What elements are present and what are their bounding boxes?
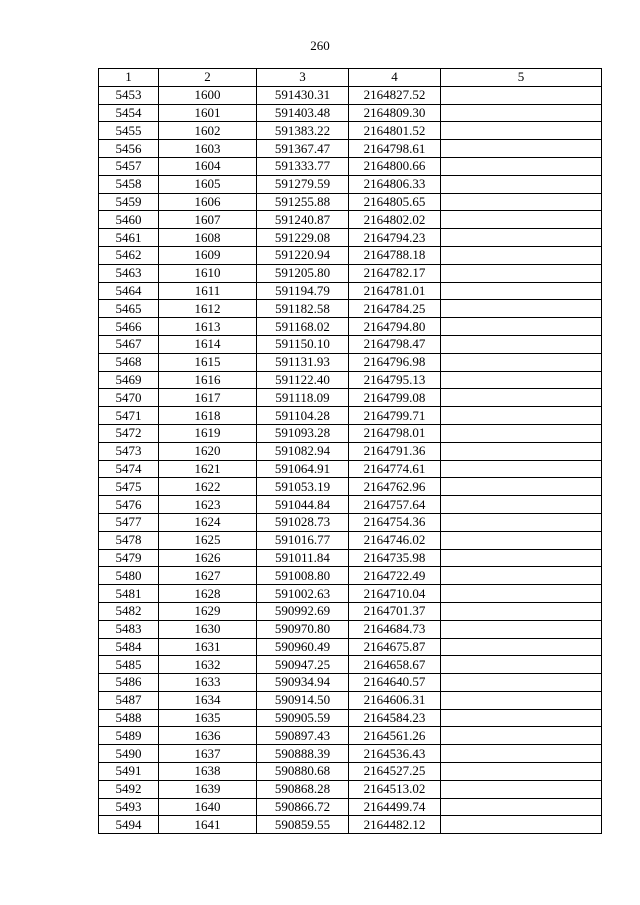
table-row [99,478,602,496]
point-id-cell: 5478 [99,531,159,549]
table-row [99,602,602,620]
y-coordinate-cell: 2164801.52 [349,122,441,140]
note-cell [441,104,602,122]
point-id-cell: 5479 [99,549,159,567]
table-body [99,86,602,833]
x-coordinate-cell: 591011.84 [257,549,349,567]
x-coordinate-cell: 591118.09 [257,389,349,407]
table-row [99,460,602,478]
x-coordinate-cell: 591220.94 [257,246,349,264]
note-cell [441,798,602,816]
x-coordinate-cell: 591064.91 [257,460,349,478]
y-coordinate-cell: 2164640.57 [349,674,441,692]
note-cell [441,175,602,193]
y-coordinate-cell: 2164798.61 [349,140,441,158]
y-coordinate-cell: 2164784.25 [349,300,441,318]
point-id-cell: 5489 [99,727,159,745]
vertex-number-cell: 1637 [159,745,257,763]
y-coordinate-cell: 2164791.36 [349,442,441,460]
note-cell [441,496,602,514]
point-id-cell: 5490 [99,745,159,763]
table-row [99,264,602,282]
x-coordinate-cell: 590905.59 [257,709,349,727]
note-cell [441,674,602,692]
vertex-number-cell: 1628 [159,585,257,603]
point-id-cell: 5456 [99,140,159,158]
note-cell [441,371,602,389]
header-cell-2: 2 [159,69,257,87]
x-coordinate-cell: 591255.88 [257,193,349,211]
point-id-cell: 5493 [99,798,159,816]
x-coordinate-cell: 591122.40 [257,371,349,389]
page-number: 260 [310,38,330,53]
note-cell [441,264,602,282]
vertex-number-cell: 1600 [159,86,257,104]
vertex-number-cell: 1606 [159,193,257,211]
table-row [99,175,602,193]
table-row [99,674,602,692]
note-cell [441,727,602,745]
vertex-number-cell: 1632 [159,656,257,674]
x-coordinate-cell: 591182.58 [257,300,349,318]
note-cell [441,549,602,567]
vertex-number-cell: 1615 [159,353,257,371]
x-coordinate-cell: 590866.72 [257,798,349,816]
x-coordinate-cell: 590970.80 [257,620,349,638]
note-cell [441,389,602,407]
y-coordinate-cell: 2164527.25 [349,763,441,781]
note-cell [441,318,602,336]
point-id-cell: 5472 [99,424,159,442]
x-coordinate-cell: 591333.77 [257,157,349,175]
point-id-cell: 5464 [99,282,159,300]
x-coordinate-cell: 591053.19 [257,478,349,496]
x-coordinate-cell: 591016.77 [257,531,349,549]
point-id-cell: 5471 [99,407,159,425]
note-cell [441,585,602,603]
vertex-number-cell: 1608 [159,229,257,247]
vertex-number-cell: 1607 [159,211,257,229]
vertex-number-cell: 1634 [159,691,257,709]
note-cell [441,300,602,318]
table-row [99,389,602,407]
vertex-number-cell: 1626 [159,549,257,567]
table-row [99,442,602,460]
y-coordinate-cell: 2164781.01 [349,282,441,300]
vertex-number-cell: 1610 [159,264,257,282]
note-cell [441,691,602,709]
x-coordinate-cell: 591131.93 [257,353,349,371]
vertex-number-cell: 1620 [159,442,257,460]
vertex-number-cell: 1609 [159,246,257,264]
y-coordinate-cell: 2164799.08 [349,389,441,407]
table-row [99,531,602,549]
x-coordinate-cell: 591150.10 [257,335,349,353]
note-cell [441,140,602,158]
vertex-number-cell: 1613 [159,318,257,336]
table-row [99,407,602,425]
point-id-cell: 5482 [99,602,159,620]
point-id-cell: 5475 [99,478,159,496]
table-row [99,496,602,514]
note-cell [441,460,602,478]
table-row [99,424,602,442]
note-cell [441,407,602,425]
x-coordinate-cell: 590960.49 [257,638,349,656]
vertex-number-cell: 1638 [159,763,257,781]
table-row [99,122,602,140]
y-coordinate-cell: 2164722.49 [349,567,441,585]
note-cell [441,442,602,460]
table-row [99,709,602,727]
x-coordinate-cell: 591194.79 [257,282,349,300]
vertex-number-cell: 1639 [159,780,257,798]
y-coordinate-cell: 2164561.26 [349,727,441,745]
x-coordinate-cell: 590914.50 [257,691,349,709]
table-row [99,282,602,300]
vertex-number-cell: 1611 [159,282,257,300]
vertex-number-cell: 1627 [159,567,257,585]
x-coordinate-cell: 591205.80 [257,264,349,282]
y-coordinate-cell: 2164684.73 [349,620,441,638]
header-cell-3: 3 [257,69,349,87]
note-cell [441,335,602,353]
y-coordinate-cell: 2164782.17 [349,264,441,282]
table-row [99,140,602,158]
y-coordinate-cell: 2164675.87 [349,638,441,656]
note-cell [441,478,602,496]
y-coordinate-cell: 2164788.18 [349,246,441,264]
point-id-cell: 5469 [99,371,159,389]
vertex-number-cell: 1630 [159,620,257,638]
note-cell [441,246,602,264]
y-coordinate-cell: 2164606.31 [349,691,441,709]
point-id-cell: 5462 [99,246,159,264]
table-row [99,318,602,336]
vertex-number-cell: 1605 [159,175,257,193]
point-id-cell: 5485 [99,656,159,674]
point-id-cell: 5483 [99,620,159,638]
table-header [99,69,602,87]
point-id-cell: 5467 [99,335,159,353]
table-row [99,727,602,745]
point-id-cell: 5454 [99,104,159,122]
table-row [99,620,602,638]
table-row [99,246,602,264]
table-row [99,549,602,567]
y-coordinate-cell: 2164584.23 [349,709,441,727]
x-coordinate-cell: 590880.68 [257,763,349,781]
point-id-cell: 5487 [99,691,159,709]
table-row [99,193,602,211]
vertex-number-cell: 1618 [159,407,257,425]
vertex-number-cell: 1619 [159,424,257,442]
vertex-number-cell: 1601 [159,104,257,122]
y-coordinate-cell: 2164513.02 [349,780,441,798]
x-coordinate-cell: 591008.80 [257,567,349,585]
point-id-cell: 5481 [99,585,159,603]
point-id-cell: 5465 [99,300,159,318]
y-coordinate-cell: 2164798.01 [349,424,441,442]
vertex-number-cell: 1635 [159,709,257,727]
header-cell-1: 1 [99,69,159,87]
note-cell [441,620,602,638]
point-id-cell: 5491 [99,763,159,781]
coordinates-table [98,68,602,834]
y-coordinate-cell: 2164794.23 [349,229,441,247]
point-id-cell: 5453 [99,86,159,104]
vertex-number-cell: 1604 [159,157,257,175]
table-row [99,745,602,763]
y-coordinate-cell: 2164827.52 [349,86,441,104]
y-coordinate-cell: 2164482.12 [349,816,441,834]
point-id-cell: 5458 [99,175,159,193]
vertex-number-cell: 1640 [159,798,257,816]
table-row [99,567,602,585]
y-coordinate-cell: 2164796.98 [349,353,441,371]
point-id-cell: 5461 [99,229,159,247]
note-cell [441,193,602,211]
table-row [99,300,602,318]
header-cell-5: 5 [441,69,602,87]
note-cell [441,531,602,549]
table-row [99,816,602,834]
x-coordinate-cell: 590888.39 [257,745,349,763]
table-row [99,353,602,371]
vertex-number-cell: 1614 [159,335,257,353]
vertex-number-cell: 1621 [159,460,257,478]
note-cell [441,602,602,620]
table-row [99,86,602,104]
vertex-number-cell: 1617 [159,389,257,407]
note-cell [441,780,602,798]
header-cell-4: 4 [349,69,441,87]
y-coordinate-cell: 2164499.74 [349,798,441,816]
table-row [99,763,602,781]
y-coordinate-cell: 2164794.80 [349,318,441,336]
table-row [99,585,602,603]
note-cell [441,424,602,442]
x-coordinate-cell: 590992.69 [257,602,349,620]
note-cell [441,513,602,531]
table-row [99,211,602,229]
note-cell [441,638,602,656]
vertex-number-cell: 1624 [159,513,257,531]
y-coordinate-cell: 2164799.71 [349,407,441,425]
x-coordinate-cell: 591240.87 [257,211,349,229]
x-coordinate-cell: 590859.55 [257,816,349,834]
y-coordinate-cell: 2164798.47 [349,335,441,353]
note-cell [441,157,602,175]
y-coordinate-cell: 2164701.37 [349,602,441,620]
y-coordinate-cell: 2164658.67 [349,656,441,674]
vertex-number-cell: 1603 [159,140,257,158]
table-row [99,157,602,175]
table-row [99,638,602,656]
vertex-number-cell: 1625 [159,531,257,549]
x-coordinate-cell: 591403.48 [257,104,349,122]
x-coordinate-cell: 591430.31 [257,86,349,104]
x-coordinate-cell: 591383.22 [257,122,349,140]
point-id-cell: 5468 [99,353,159,371]
vertex-number-cell: 1612 [159,300,257,318]
table-row [99,513,602,531]
y-coordinate-cell: 2164754.36 [349,513,441,531]
note-cell [441,86,602,104]
point-id-cell: 5473 [99,442,159,460]
y-coordinate-cell: 2164802.02 [349,211,441,229]
y-coordinate-cell: 2164746.02 [349,531,441,549]
note-cell [441,211,602,229]
y-coordinate-cell: 2164795.13 [349,371,441,389]
x-coordinate-cell: 591279.59 [257,175,349,193]
note-cell [441,816,602,834]
note-cell [441,656,602,674]
note-cell [441,709,602,727]
point-id-cell: 5470 [99,389,159,407]
point-id-cell: 5476 [99,496,159,514]
y-coordinate-cell: 2164774.61 [349,460,441,478]
point-id-cell: 5474 [99,460,159,478]
point-id-cell: 5494 [99,816,159,834]
point-id-cell: 5463 [99,264,159,282]
note-cell [441,122,602,140]
point-id-cell: 5477 [99,513,159,531]
table-row [99,798,602,816]
y-coordinate-cell: 2164809.30 [349,104,441,122]
note-cell [441,567,602,585]
y-coordinate-cell: 2164805.65 [349,193,441,211]
x-coordinate-cell: 590868.28 [257,780,349,798]
x-coordinate-cell: 590897.43 [257,727,349,745]
x-coordinate-cell: 591093.28 [257,424,349,442]
note-cell [441,282,602,300]
y-coordinate-cell: 2164800.66 [349,157,441,175]
x-coordinate-cell: 590934.94 [257,674,349,692]
vertex-number-cell: 1636 [159,727,257,745]
vertex-number-cell: 1631 [159,638,257,656]
vertex-number-cell: 1623 [159,496,257,514]
x-coordinate-cell: 591044.84 [257,496,349,514]
vertex-number-cell: 1629 [159,602,257,620]
vertex-number-cell: 1622 [159,478,257,496]
note-cell [441,745,602,763]
x-coordinate-cell: 591367.47 [257,140,349,158]
point-id-cell: 5480 [99,567,159,585]
y-coordinate-cell: 2164762.96 [349,478,441,496]
y-coordinate-cell: 2164757.64 [349,496,441,514]
header-row [99,69,602,87]
point-id-cell: 5484 [99,638,159,656]
x-coordinate-cell: 591104.28 [257,407,349,425]
table-row [99,780,602,798]
point-id-cell: 5466 [99,318,159,336]
vertex-number-cell: 1633 [159,674,257,692]
vertex-number-cell: 1602 [159,122,257,140]
vertex-number-cell: 1616 [159,371,257,389]
point-id-cell: 5492 [99,780,159,798]
x-coordinate-cell: 590947.25 [257,656,349,674]
table-row [99,371,602,389]
table-row [99,656,602,674]
x-coordinate-cell: 591229.08 [257,229,349,247]
table-row [99,104,602,122]
note-cell [441,353,602,371]
x-coordinate-cell: 591082.94 [257,442,349,460]
y-coordinate-cell: 2164735.98 [349,549,441,567]
point-id-cell: 5488 [99,709,159,727]
note-cell [441,229,602,247]
x-coordinate-cell: 591168.02 [257,318,349,336]
point-id-cell: 5457 [99,157,159,175]
vertex-number-cell: 1641 [159,816,257,834]
table-row [99,691,602,709]
y-coordinate-cell: 2164536.43 [349,745,441,763]
x-coordinate-cell: 591028.73 [257,513,349,531]
note-cell [441,763,602,781]
point-id-cell: 5460 [99,211,159,229]
point-id-cell: 5455 [99,122,159,140]
table-row [99,335,602,353]
table-row [99,229,602,247]
x-coordinate-cell: 591002.63 [257,585,349,603]
y-coordinate-cell: 2164710.04 [349,585,441,603]
point-id-cell: 5486 [99,674,159,692]
y-coordinate-cell: 2164806.33 [349,175,441,193]
point-id-cell: 5459 [99,193,159,211]
